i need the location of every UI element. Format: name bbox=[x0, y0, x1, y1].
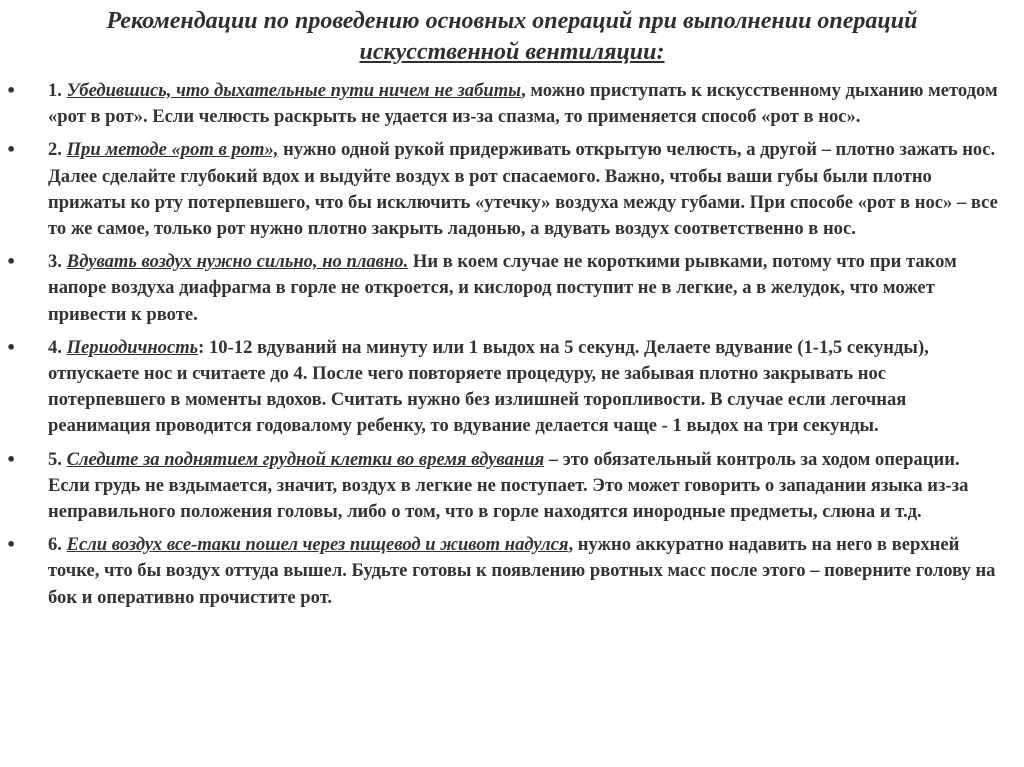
item-text: , можно приступать к искусственному дыханию методом «рот в рот». Если челюсть раскрыть не удается из-за спазма, то применяется способ «рот в нос». bbox=[48, 80, 998, 128]
item-number: 3. bbox=[48, 251, 67, 273]
item-heading: Следите за поднятием грудной клетки во время вдувания bbox=[66, 448, 545, 470]
item-text: : 10-12 вдуваний на минуту или 1 выдох на 5 секунд. Делаете вдувание (1-1,5 секунды), отпускаете нос и считаете до 4. После чего повторяете процедуру, не забывая плотно закрывать нос потерпевшего в моменты вдохов. Считать нужно без излишней торопливости. В случае если легочная реанимация проводится годовалому ребенку, то вдувание делается чаще - 1 выдох на три секунды. bbox=[48, 336, 929, 437]
item-heading: Вдувать воздух нужно сильно, но плавно. bbox=[66, 251, 409, 273]
bullet-icon: • bbox=[6, 252, 17, 272]
item-text: , нужно аккуратно надавить на него в верхней точке, что бы воздух оттуда вышел. Будьте готовы к появлению рвотных масс после этого – поверните голову на бок и оперативно прочистите рот. bbox=[48, 534, 996, 608]
item-heading: Если воздух все-таки пошел через пищевод и живот надулся bbox=[66, 534, 569, 556]
item-text: нужно одной рукой придерживать открытую челюсть, а другой – плотно зажать нос. Далее сделайте глубокий вдох и выдуйте воздух в рот спасаемого. Важно, чтобы ваши губы были плотно прижаты ко рту потерпевшего, что бы исключить «утечку» воздуха между губами. При способе «рот в нос» – все то же самое, только рот нужно плотно закрыть ладонью, а вдувать воздух соответственно в нос. bbox=[48, 139, 998, 240]
list-item-3 bbox=[0, 249, 1024, 328]
title-line-1: Рекомендации по проведению основных операций при выполнении операций bbox=[106, 8, 918, 34]
item-heading: Убедившись, что дыхательные пути ничем не забиты bbox=[66, 80, 522, 101]
list-item-1 bbox=[0, 78, 1024, 130]
item-heading: Периодичность bbox=[66, 336, 199, 358]
list-item-4 bbox=[0, 335, 1024, 440]
bullet-icon: • bbox=[6, 449, 17, 469]
item-text: – это обязательный контроль за ходом операции. Если грудь не вздымается, значит, воздух в легкие не поступает. Это может говорить о западании языка из-за неправильного положения головы, либо о том, что в горле находятся инородные предметы, слюна и т.д. bbox=[48, 448, 969, 523]
item-number: 5. bbox=[48, 448, 67, 470]
bullet-icon: • bbox=[6, 337, 17, 357]
bullet-icon: • bbox=[6, 140, 17, 160]
list-item-5 bbox=[0, 447, 1024, 526]
item-heading: При методе «рот в рот», bbox=[66, 139, 279, 161]
bullet-icon: • bbox=[6, 535, 17, 555]
slide-title bbox=[30, 6, 994, 68]
item-text: Ни в коем случае не короткими рывками, потому что при таком напоре воздуха диафрагма в горле не откроется, и кислород поступит не в легкие, а в желудок, что может привести к рвоте. bbox=[48, 251, 957, 325]
list-item-2 bbox=[0, 137, 1024, 242]
item-number: 2. bbox=[48, 139, 67, 161]
list-item-6 bbox=[0, 532, 1024, 611]
item-number: 1. bbox=[48, 80, 67, 101]
title-line-2: искусственной вентиляции: bbox=[359, 39, 665, 65]
bullet-icon: • bbox=[6, 81, 17, 100]
item-number: 4. bbox=[48, 336, 67, 358]
recommendation-list bbox=[0, 78, 1024, 618]
item-number: 6. bbox=[48, 534, 67, 556]
